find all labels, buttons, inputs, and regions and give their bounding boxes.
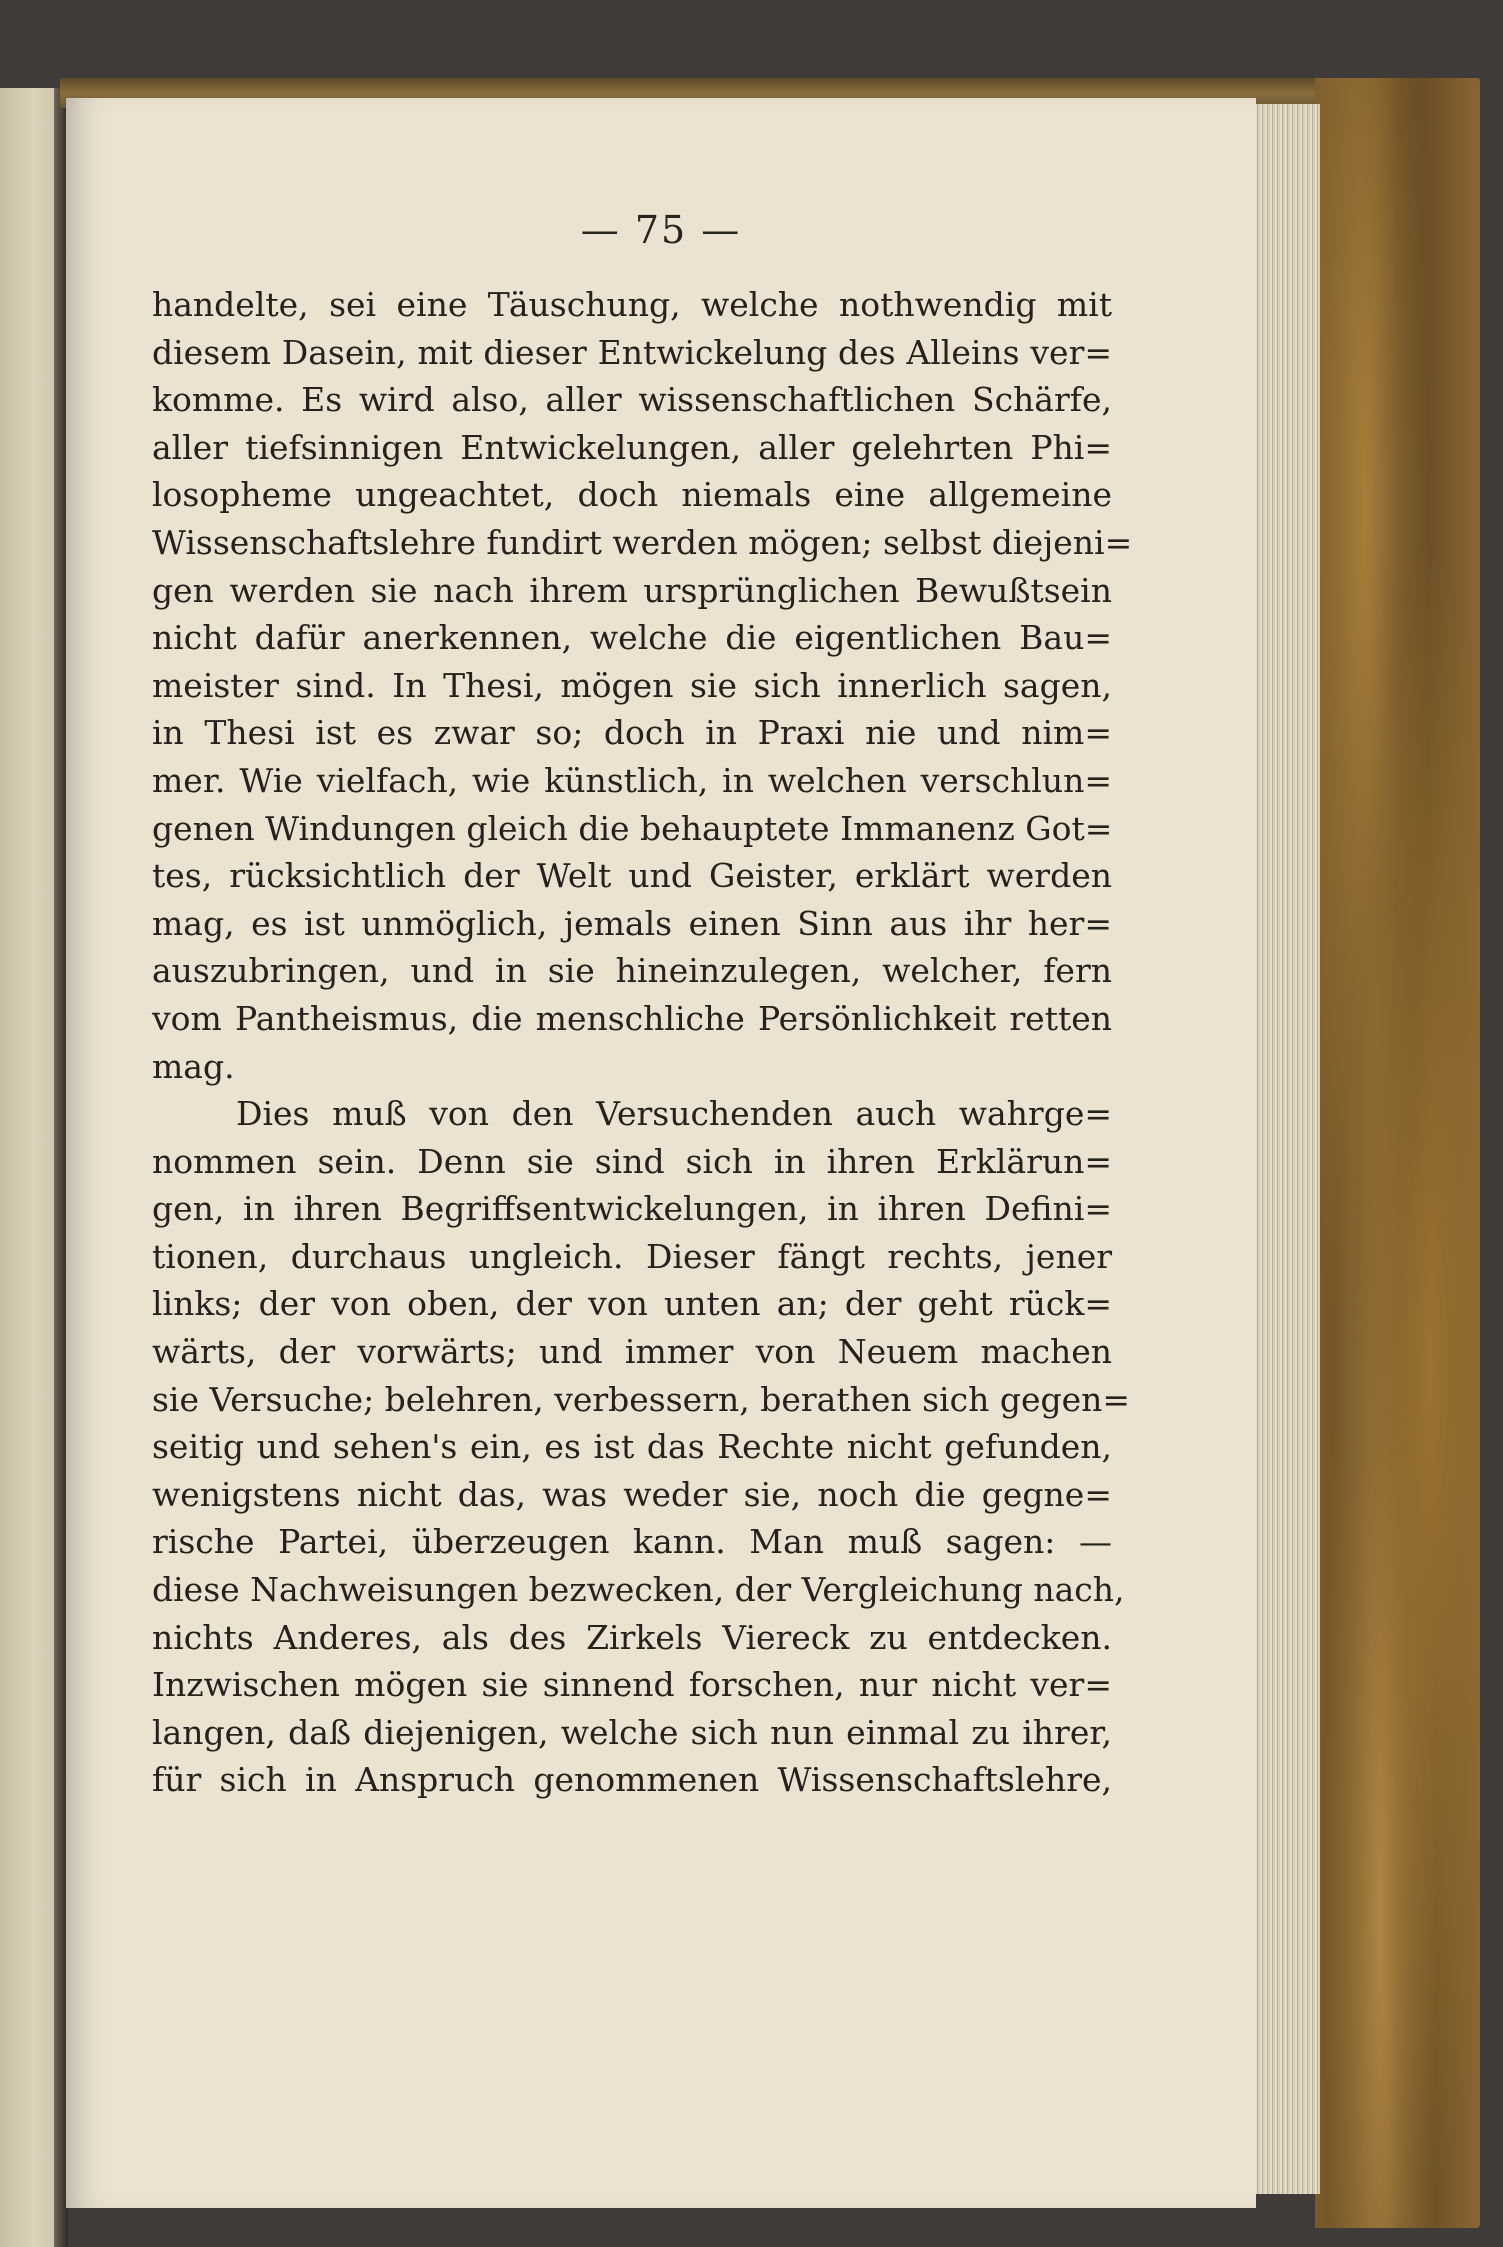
text-line: diesem Dasein, mit dieser Entwickelung des Alleins ver=	[152, 332, 1112, 372]
text-line: in Thesi ist es zwar so; doch in Praxi nie und nim=	[152, 713, 1112, 753]
text-line: nommen sein. Denn sie sind sich in ihren Erklärun=	[152, 1141, 1112, 1181]
text-line: wärts, der vorwärts; und immer von Neuem machen	[152, 1332, 1112, 1372]
text-line: handelte, sei eine Täuschung, welche nothwendig mit	[152, 285, 1112, 324]
book-page	[66, 98, 1256, 2208]
text-line: gen, in ihren Begriffsentwickelungen, in ihren Defini=	[152, 1189, 1112, 1229]
text-line: Wissenschaftslehre fundirt werden mögen; selbst diejeni=	[152, 522, 1133, 562]
text-line: mag.	[152, 1046, 235, 1086]
text-line: meister sind. In Thesi, mögen sie sich innerlich sagen,	[152, 665, 1112, 705]
text-line: tes, rücksichtlich der Welt und Geister, erklärt werden	[152, 856, 1112, 896]
text-line: aller tiefsinnigen Entwickelungen, aller gelehrten Phi=	[152, 427, 1112, 467]
text-line: gen werden sie nach ihrem ursprünglichen Bewußtsein	[152, 570, 1112, 610]
page-stack-edges	[1245, 104, 1320, 2194]
text-line: mag, es ist unmöglich, jemals einen Sinn aus ihr her=	[152, 903, 1112, 943]
text-line: für sich in Anspruch genommenen Wissenschaftslehre,	[152, 1760, 1112, 1800]
text-line: tionen, durchaus ungleich. Dieser fängt rechts, jener	[152, 1236, 1112, 1276]
text-line: rische Partei, überzeugen kann. Man muß sagen: —	[152, 1522, 1112, 1562]
text-line: wenigstens nicht das, was weder sie, noch die gegne=	[152, 1474, 1112, 1514]
text-line: vom Pantheismus, die menschliche Persönlichkeit retten	[152, 998, 1112, 1038]
text-line: auszubringen, und in sie hineinzulegen, welcher, fern	[152, 951, 1112, 991]
text-line: mer. Wie vielfach, wie künstlich, in welchen verschlun=	[152, 760, 1112, 800]
text-line: links; der von oben, der von unten an; der geht rück=	[152, 1284, 1112, 1324]
text-line: langen, daß diejenigen, welche sich nun einmal zu ihrer,	[152, 1712, 1112, 1752]
text-line: nicht dafür anerkennen, welche die eigentlichen Bau=	[152, 618, 1112, 658]
text-line: komme. Es wird also, aller wissenschaftlichen Schärfe,	[152, 380, 1112, 420]
text-line: sie Versuche; belehren, verbessern, berathen sich gegen=	[152, 1379, 1131, 1419]
book-cover-marbled	[1315, 78, 1480, 2228]
text-line: nichts Anderes, als des Zirkels Viereck zu entdecken.	[152, 1617, 1112, 1657]
text-line: losopheme ungeachtet, doch niemals eine allgemeine	[152, 475, 1112, 515]
page-number: — 75 —	[580, 208, 742, 252]
text-line: diese Nachweisungen bezwecken, der Vergleichung nach,	[152, 1570, 1125, 1610]
facing-page-edge	[0, 88, 58, 2247]
body-text	[152, 281, 1133, 1804]
text-line: Inzwischen mögen sie sinnend forschen, nur nicht ver=	[152, 1665, 1112, 1705]
text-line: Dies muß von den Versuchenden auch wahrge=	[236, 1094, 1112, 1134]
text-line: seitig und sehen's ein, es ist das Rechte nicht gefunden,	[152, 1427, 1112, 1467]
text-line: genen Windungen gleich die behauptete Immanenz Got=	[152, 808, 1113, 848]
